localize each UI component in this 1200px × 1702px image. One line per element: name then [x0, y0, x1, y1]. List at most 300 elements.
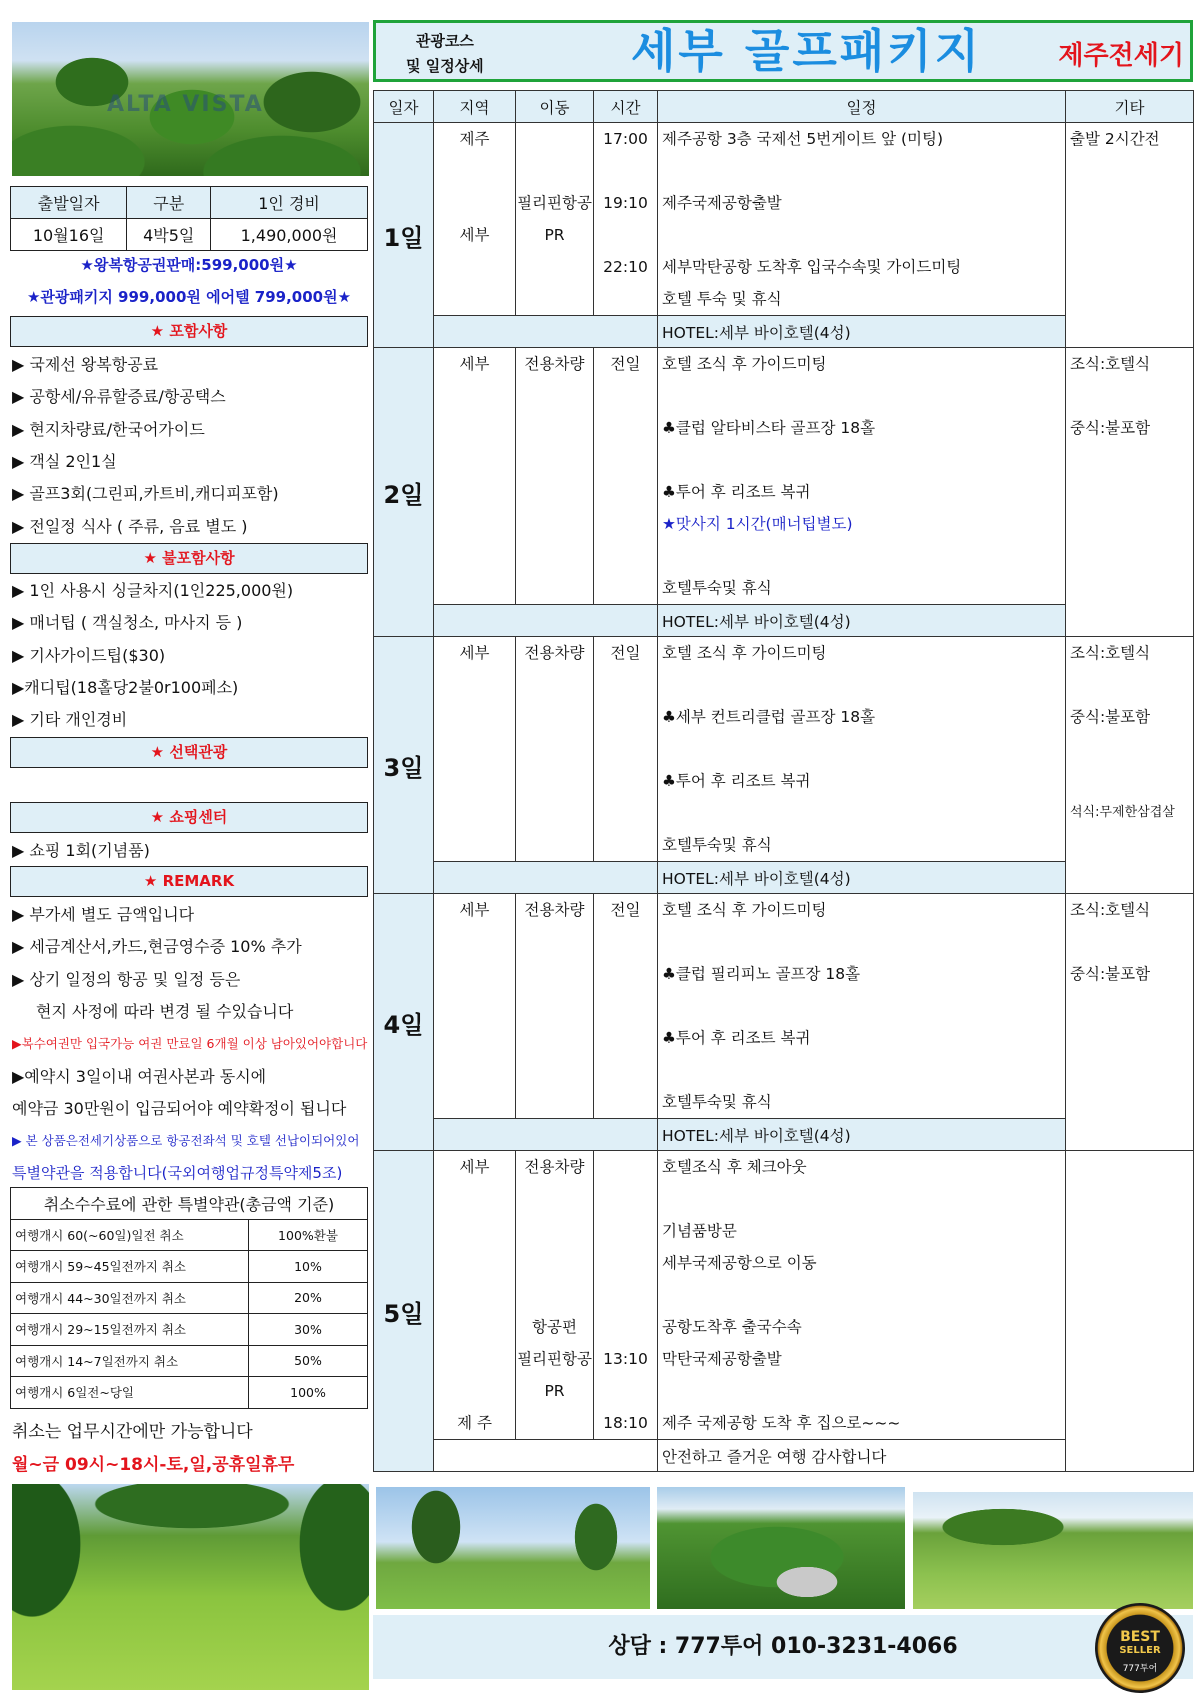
- badge-text-best: BEST: [1120, 1629, 1160, 1645]
- region-cell-line: [434, 1279, 515, 1311]
- time-cell-line: 13:10: [603, 1350, 648, 1368]
- plan-cell-line: [662, 733, 1065, 765]
- etc-cell-line: [1070, 540, 1193, 572]
- photo-watermark: ALTA VISTA: [107, 92, 264, 117]
- excluded-item: ▶ 1인 사용시 싱글차지(1인225,000원): [12, 581, 294, 600]
- promo-package: ★관광패키지 999,000원 에어텔 799,000원★: [26, 288, 352, 306]
- etc-cell: [1066, 123, 1194, 348]
- plan-cell-line: 세부막탄공항 도착후 입국수속및 가이드미팅: [662, 258, 962, 276]
- transport-cell: [516, 123, 594, 316]
- transport-cell-line: [516, 701, 593, 733]
- transport-cell-line: [516, 123, 593, 155]
- plan-cell: [658, 1151, 1066, 1440]
- time-cell-line: [594, 540, 657, 572]
- time-cell-line: [594, 444, 657, 476]
- time-cell-line: [594, 765, 657, 797]
- time-cell-line: [594, 1054, 657, 1086]
- etc-cell-line: [1070, 1054, 1193, 1086]
- transport-cell-line: [516, 958, 593, 990]
- plan-cell-line: [662, 540, 1065, 572]
- region-cell-line: [434, 508, 515, 540]
- info-price: 1,490,000원: [211, 219, 368, 251]
- time-cell: [594, 1151, 658, 1440]
- region-cell-line: [434, 1054, 515, 1086]
- day-label: 5일: [374, 1151, 434, 1472]
- day-label: 1일: [374, 123, 434, 348]
- time-cell-line: [594, 829, 657, 861]
- col-header-transport: 이동: [516, 91, 594, 123]
- included-item: ▶ 객실 2인1실: [12, 451, 117, 471]
- region-cell-line: 제주: [459, 130, 490, 148]
- cancellation-period: 여행개시 60(~60일)일전 취소: [11, 1219, 249, 1251]
- transport-cell-line: [516, 540, 593, 572]
- etc-cell-line: [1070, 476, 1193, 508]
- region-cell-line: [434, 926, 515, 958]
- plan-cell: [658, 894, 1066, 1119]
- transport-cell-line: [516, 926, 593, 958]
- excluded-item: ▶ 기사가이드팁($30): [12, 645, 166, 665]
- plan-cell-line: [662, 669, 1065, 701]
- region-cell-line: [434, 380, 515, 412]
- etc-cell-line: [1070, 1407, 1193, 1439]
- cancellation-fee: 10%: [249, 1251, 368, 1283]
- region-cell-line: [434, 701, 515, 733]
- contact-info: 상담 : 777투어 010-3231-4066: [373, 1615, 1193, 1679]
- hotel-row-spacer: [434, 605, 658, 637]
- etc-cell-line: [1070, 733, 1193, 765]
- etc-cell-line: [1070, 508, 1193, 540]
- etc-cell-line: [1070, 251, 1193, 283]
- etc-cell-line: [1070, 765, 1193, 797]
- brand-name: 제주전세기: [1058, 41, 1184, 71]
- etc-cell-line: [1070, 380, 1193, 412]
- transport-cell-line: PR: [544, 226, 565, 244]
- transport-cell-line: 필리핀항공: [517, 1350, 592, 1368]
- info-type: 4박5일: [127, 219, 211, 251]
- page-header: [373, 20, 1193, 82]
- info-header-type: 구분: [127, 187, 211, 219]
- hotel-info: HOTEL:세부 바이호텔(4성): [658, 605, 1066, 637]
- plan-cell-line: [662, 219, 1065, 251]
- plan-cell-line: ★맛사지 1시간(매너팁별도): [662, 515, 853, 533]
- cancellation-row: [11, 1219, 368, 1251]
- region-cell-line: [434, 1086, 515, 1118]
- business-hours: 월~금 09시~18시-토,일,공휴일휴무: [12, 1455, 295, 1475]
- region-cell-line: 세부: [459, 644, 490, 662]
- time-cell-line: [594, 1086, 657, 1118]
- excluded-section-head: ★ 불포함사항: [10, 543, 368, 574]
- region-cell-line: 세부: [459, 1158, 490, 1176]
- departure-info-table: [10, 186, 368, 251]
- transport-cell-line: [516, 1407, 593, 1439]
- transport-cell-line: [516, 572, 593, 604]
- time-cell-line: 전일: [610, 355, 641, 373]
- plan-cell-line: 제주공항 3층 국제선 5번게이트 앞 (미팅): [662, 130, 944, 148]
- etc-cell: [1066, 348, 1194, 637]
- transport-cell-line: [516, 380, 593, 412]
- etc-cell-line: [1070, 283, 1193, 315]
- region-cell-line: [434, 669, 515, 701]
- time-cell-line: [594, 219, 657, 251]
- col-header-time: 시간: [594, 91, 658, 123]
- time-cell-line: [594, 958, 657, 990]
- header-subtitle-line2: 및 일정상세: [406, 57, 484, 75]
- plan-cell-line: ♣세부 컨트리클럽 골프장 18홀: [662, 708, 876, 726]
- plan-cell-line: [662, 444, 1065, 476]
- cancellation-row: [11, 1377, 368, 1409]
- day-label: 4일: [374, 894, 434, 1151]
- region-cell-line: [434, 1022, 515, 1054]
- cancellation-row: [11, 1282, 368, 1314]
- plan-cell-line: 제주 국제공항 도착 후 집으로~~~: [662, 1414, 901, 1432]
- plan-cell-line: ♣투어 후 리조트 복귀: [662, 772, 811, 790]
- time-cell-line: [594, 1215, 657, 1247]
- remark-item: ▶예약시 3일이내 여권사본과 동시에: [12, 1066, 267, 1086]
- cancellation-fee: 30%: [249, 1314, 368, 1346]
- plan-cell-line: [662, 155, 1065, 187]
- time-cell-line: [594, 1022, 657, 1054]
- region-cell-line: [434, 1247, 515, 1279]
- plan-cell-line: [662, 926, 1065, 958]
- etc-cell-line: 중식:불포함: [1070, 419, 1151, 437]
- transport-cell-line: 필리핀항공: [517, 194, 592, 212]
- badge-text-brand: 777투어: [1122, 1664, 1158, 1674]
- etc-cell-line: 석식:무제한삼겹살: [1070, 805, 1175, 820]
- plan-cell-line: 기념품방문: [662, 1222, 737, 1240]
- transport-cell-line: [516, 1022, 593, 1054]
- hotel-info: HOTEL:세부 바이호텔(4성): [658, 1119, 1066, 1151]
- included-item: ▶ 현지차량료/한국어가이드: [12, 419, 205, 439]
- plan-cell: [658, 348, 1066, 605]
- time-cell-line: 전일: [610, 901, 641, 919]
- etc-cell: [1066, 1151, 1194, 1472]
- transport-cell-line: [516, 1054, 593, 1086]
- cancellation-fee: 50%: [249, 1345, 368, 1377]
- etc-cell-line: 중식:불포함: [1070, 708, 1151, 726]
- transport-cell: [516, 348, 594, 605]
- etc-cell-line: [1070, 990, 1193, 1022]
- transport-cell: [516, 1151, 594, 1440]
- info-date: 10월16일: [11, 219, 127, 251]
- etc-cell-line: [1070, 1279, 1193, 1311]
- region-cell-line: [434, 1343, 515, 1375]
- etc-cell-line: 조식:호텔식: [1070, 355, 1151, 373]
- hotel-info: HOTEL:세부 바이호텔(4성): [658, 316, 1066, 348]
- region-cell-line: [434, 155, 515, 187]
- cancellation-note: 취소는 업무시간에만 가능합니다: [12, 1422, 253, 1442]
- transport-cell-line: 항공편: [532, 1318, 577, 1336]
- remark-item: ▶ 부가세 별도 금액입니다: [12, 905, 195, 924]
- region-cell-line: [434, 572, 515, 604]
- cancellation-fee: 20%: [249, 1282, 368, 1314]
- time-cell-line: [594, 1311, 657, 1343]
- etc-cell-line: [1070, 1183, 1193, 1215]
- region-cell-line: [434, 829, 515, 861]
- etc-cell-line: [1070, 155, 1193, 187]
- region-cell-line: [434, 797, 515, 829]
- time-cell: [594, 348, 658, 605]
- cancellation-row: [11, 1345, 368, 1377]
- closing-message: 안전하고 즐거운 여행 감사합니다: [658, 1440, 1066, 1472]
- schedule-day-row: [374, 123, 1194, 316]
- transport-cell: [516, 894, 594, 1119]
- cancellation-period: 여행개시 29~15일전까지 취소: [11, 1314, 249, 1346]
- plan-cell-line: 호텔 투숙 및 휴식: [662, 290, 782, 308]
- palm-fairway-photo: [376, 1487, 650, 1609]
- transport-cell-line: [516, 1247, 593, 1279]
- time-cell: [594, 637, 658, 862]
- plan-cell-line: [662, 990, 1065, 1022]
- plan-cell-line: ♣투어 후 리조트 복귀: [662, 1029, 811, 1047]
- transport-cell-line: [516, 1215, 593, 1247]
- transport-cell-line: [516, 283, 593, 315]
- hotel-row-spacer: [434, 1119, 658, 1151]
- region-cell-line: [434, 958, 515, 990]
- time-cell-line: 22:10: [603, 258, 648, 276]
- col-header-day: 일자: [374, 91, 434, 123]
- transport-cell-line: [516, 990, 593, 1022]
- transport-cell-line: [516, 155, 593, 187]
- time-cell-line: [594, 572, 657, 604]
- schedule-day-row: [374, 1151, 1194, 1440]
- plan-cell-line: [662, 1183, 1065, 1215]
- hillside-fairway-photo: [913, 1492, 1193, 1609]
- transport-cell-line: 전용차량: [524, 1158, 585, 1176]
- plan-cell-line: [662, 1279, 1065, 1311]
- etc-cell-line: [1070, 669, 1193, 701]
- plan-cell-line: 호텔투숙및 휴식: [662, 579, 772, 597]
- plan-cell-line: 세부국제공항으로 이동: [662, 1254, 817, 1272]
- time-cell-line: [594, 1375, 657, 1407]
- plan-cell-line: 막탄국제공항출발: [662, 1350, 782, 1368]
- region-cell-line: [434, 283, 515, 315]
- transport-cell-line: [516, 1279, 593, 1311]
- hotel-row-spacer: [434, 316, 658, 348]
- region-cell: [434, 1151, 516, 1440]
- region-cell: [434, 894, 516, 1119]
- transport-cell-line: [516, 669, 593, 701]
- etc-cell-line: [1070, 444, 1193, 476]
- plan-cell-line: [662, 1054, 1065, 1086]
- time-cell-line: [594, 669, 657, 701]
- remark-item: ▶ 본 상품은전세기상품으로 항공전좌석 및 호텔 선납이되어있어: [12, 1133, 360, 1149]
- remark-item: 예약금 30만원이 입금되어야 예약확정이 됩니다: [12, 1098, 347, 1118]
- plan-cell-line: 호텔 조식 후 가이드미팅: [662, 644, 827, 662]
- hotel-row-spacer: [434, 862, 658, 894]
- schedule-day-row: [374, 637, 1194, 862]
- time-cell-line: [594, 412, 657, 444]
- etc-cell-line: [1070, 187, 1193, 219]
- time-cell-line: 전일: [610, 644, 641, 662]
- region-cell-line: [434, 412, 515, 444]
- time-cell-line: [594, 926, 657, 958]
- time-cell-line: [594, 1247, 657, 1279]
- etc-cell: [1066, 894, 1194, 1151]
- etc-cell: [1066, 637, 1194, 894]
- region-cell-line: [434, 1183, 515, 1215]
- included-item: ▶ 공항세/유류할증료/항공택스: [12, 387, 226, 407]
- included-item: ▶ 국제선 왕복항공료: [12, 355, 159, 374]
- plan-cell-line: 호텔 조식 후 가이드미팅: [662, 901, 827, 919]
- etc-cell-line: 중식:불포함: [1070, 965, 1151, 983]
- etc-cell-line: [1070, 1343, 1193, 1375]
- time-cell-line: [594, 380, 657, 412]
- etc-cell-line: [1070, 1215, 1193, 1247]
- plan-cell-line: 호텔투숙및 휴식: [662, 836, 772, 854]
- remark-item: 현지 사정에 따라 변경 될 수있습니다: [36, 1001, 294, 1021]
- region-cell-line: [434, 540, 515, 572]
- transport-cell-line: [516, 733, 593, 765]
- plan-cell-line: [662, 797, 1065, 829]
- region-cell: [434, 637, 516, 862]
- remark-item: ▶복수여권만 입국가능 여권 만료일 6개월 이상 남아있어야합니다: [12, 1036, 368, 1052]
- region-cell-line: [434, 1215, 515, 1247]
- region-cell-line: [434, 733, 515, 765]
- cancellation-period: 여행개시 59~45일전까지 취소: [11, 1251, 249, 1283]
- plan-cell-line: ♣투어 후 리조트 복귀: [662, 483, 811, 501]
- shopping-item: ▶ 쇼핑 1회(기념품): [12, 841, 150, 860]
- cancellation-period: 여행개시 44~30일전까지 취소: [11, 1282, 249, 1314]
- time-cell-line: 19:10: [603, 194, 648, 212]
- cancellation-table-title-row: [11, 1188, 368, 1220]
- time-cell-line: 18:10: [603, 1414, 648, 1432]
- cancellation-row: [11, 1251, 368, 1283]
- region-cell-line: [434, 251, 515, 283]
- region-cell-line: [434, 1311, 515, 1343]
- schedule-header-row: [374, 91, 1194, 123]
- transport-cell-line: [516, 797, 593, 829]
- region-cell-line: 제 주: [457, 1414, 492, 1432]
- region-cell-line: 세부: [459, 355, 490, 373]
- time-cell-line: [594, 701, 657, 733]
- transport-cell-line: 전용차량: [524, 901, 585, 919]
- plan-cell-line: 호텔투숙및 휴식: [662, 1093, 772, 1111]
- time-cell: [594, 894, 658, 1119]
- schedule-table: [373, 90, 1194, 1472]
- etc-cell-line: [1070, 1375, 1193, 1407]
- transport-cell-line: [516, 829, 593, 861]
- time-cell-line: [594, 797, 657, 829]
- time-cell-line: [594, 155, 657, 187]
- plan-cell-line: [662, 380, 1065, 412]
- cancellation-period: 여행개시 14~7일전까지 취소: [11, 1345, 249, 1377]
- plan-cell: [658, 637, 1066, 862]
- region-cell-line: [434, 187, 515, 219]
- transport-cell-line: [516, 508, 593, 540]
- schedule-day-row: [374, 348, 1194, 605]
- header-subtitle: [406, 29, 484, 79]
- time-cell-line: [594, 990, 657, 1022]
- aerial-course-photo: [657, 1487, 905, 1609]
- region-cell: [434, 348, 516, 605]
- plan-cell: [658, 123, 1066, 316]
- region-cell-line: [434, 1375, 515, 1407]
- plan-cell-line: 공항도착후 출국수속: [662, 1318, 802, 1336]
- transport-cell-line: [516, 1086, 593, 1118]
- transport-cell-line: [516, 251, 593, 283]
- optional-tour-section-head: ★ 선택관광: [10, 737, 368, 768]
- transport-cell-line: PR: [544, 1382, 565, 1400]
- etc-cell-line: [1070, 572, 1193, 604]
- col-header-plan: 일정: [658, 91, 1066, 123]
- transport-cell-line: [516, 765, 593, 797]
- region-cell-line: [434, 765, 515, 797]
- transport-cell-line: [516, 476, 593, 508]
- best-seller-badge: [1095, 1603, 1185, 1693]
- excluded-item: ▶ 기타 개인경비: [12, 710, 128, 730]
- time-cell-line: [594, 733, 657, 765]
- plan-cell-line: 호텔 조식 후 가이드미팅: [662, 355, 827, 373]
- transport-cell-line: [516, 444, 593, 476]
- shopping-section-head: ★ 쇼핑센터: [10, 802, 368, 833]
- time-cell-line: [594, 1151, 657, 1183]
- cancellation-row: [11, 1314, 368, 1346]
- header-subtitle-line1: 관광코스: [415, 32, 474, 50]
- day-label: 3일: [374, 637, 434, 894]
- cancellation-fee: 100%: [249, 1377, 368, 1409]
- etc-cell-line: 조식:호텔식: [1070, 901, 1151, 919]
- etc-cell-line: [1070, 926, 1193, 958]
- plan-cell-line: [662, 1375, 1065, 1407]
- golf-course-photo-top: [12, 22, 369, 176]
- time-cell: [594, 123, 658, 316]
- golf-fairway-photo: [12, 1484, 369, 1690]
- col-header-etc: 기타: [1066, 91, 1194, 123]
- included-section-head: ★ 포함사항: [10, 316, 368, 347]
- info-header-price: 1인 경비: [211, 187, 368, 219]
- region-cell: [434, 123, 516, 316]
- region-cell-line: [434, 990, 515, 1022]
- etc-cell-line: [1070, 829, 1193, 861]
- cancellation-fee-table: [10, 1187, 368, 1409]
- etc-cell-line: [1070, 219, 1193, 251]
- etc-cell-line: [1070, 1247, 1193, 1279]
- remark-section-head: ★ REMARK: [10, 866, 368, 897]
- hotel-row-spacer: [434, 1440, 658, 1472]
- etc-cell-line: [1070, 1311, 1193, 1343]
- etc-cell-line: 조식:호텔식: [1070, 644, 1151, 662]
- region-cell-line: 세부: [459, 901, 490, 919]
- transport-cell: [516, 637, 594, 862]
- region-cell-line: 세부: [459, 226, 490, 244]
- cancellation-table-title: 취소수수료에 관한 특별약관(총금액 기준): [11, 1188, 368, 1220]
- day-label: 2일: [374, 348, 434, 637]
- plan-cell-line: 제주국제공항출발: [662, 194, 782, 212]
- transport-cell-line: 전용차량: [524, 355, 585, 373]
- region-cell-line: [434, 476, 515, 508]
- etc-cell-line: [1070, 1086, 1193, 1118]
- time-cell-line: [594, 508, 657, 540]
- time-cell-line: [594, 283, 657, 315]
- etc-cell-line: [1070, 1022, 1193, 1054]
- info-value-row: [11, 219, 368, 251]
- time-cell-line: [594, 1183, 657, 1215]
- badge-text-seller: SELLER: [1119, 1645, 1161, 1656]
- remark-item: ▶ 세금계산서,카드,현금영수증 10% 추가: [12, 937, 302, 957]
- time-cell-line: [594, 1279, 657, 1311]
- included-item: ▶ 전일정 식사 ( 주류, 음료 별도 ): [12, 516, 248, 536]
- col-header-region: 지역: [434, 91, 516, 123]
- transport-cell-line: 전용차량: [524, 644, 585, 662]
- cancellation-fee: 100%환불: [249, 1219, 368, 1251]
- etc-cell-line: 출발 2시간전: [1070, 130, 1160, 148]
- plan-cell-line: 호텔조식 후 체크아웃: [662, 1158, 807, 1176]
- excluded-item: ▶ 매너팁 ( 객실청소, 마사지 등 ): [12, 613, 243, 633]
- remark-item: 특별약관을 적용합니다(국외여행업규정특약제5조): [12, 1164, 343, 1183]
- transport-cell-line: [516, 412, 593, 444]
- transport-cell-line: [516, 1183, 593, 1215]
- plan-cell-line: ♣클럽 필리피노 골프장 18홀: [662, 965, 861, 983]
